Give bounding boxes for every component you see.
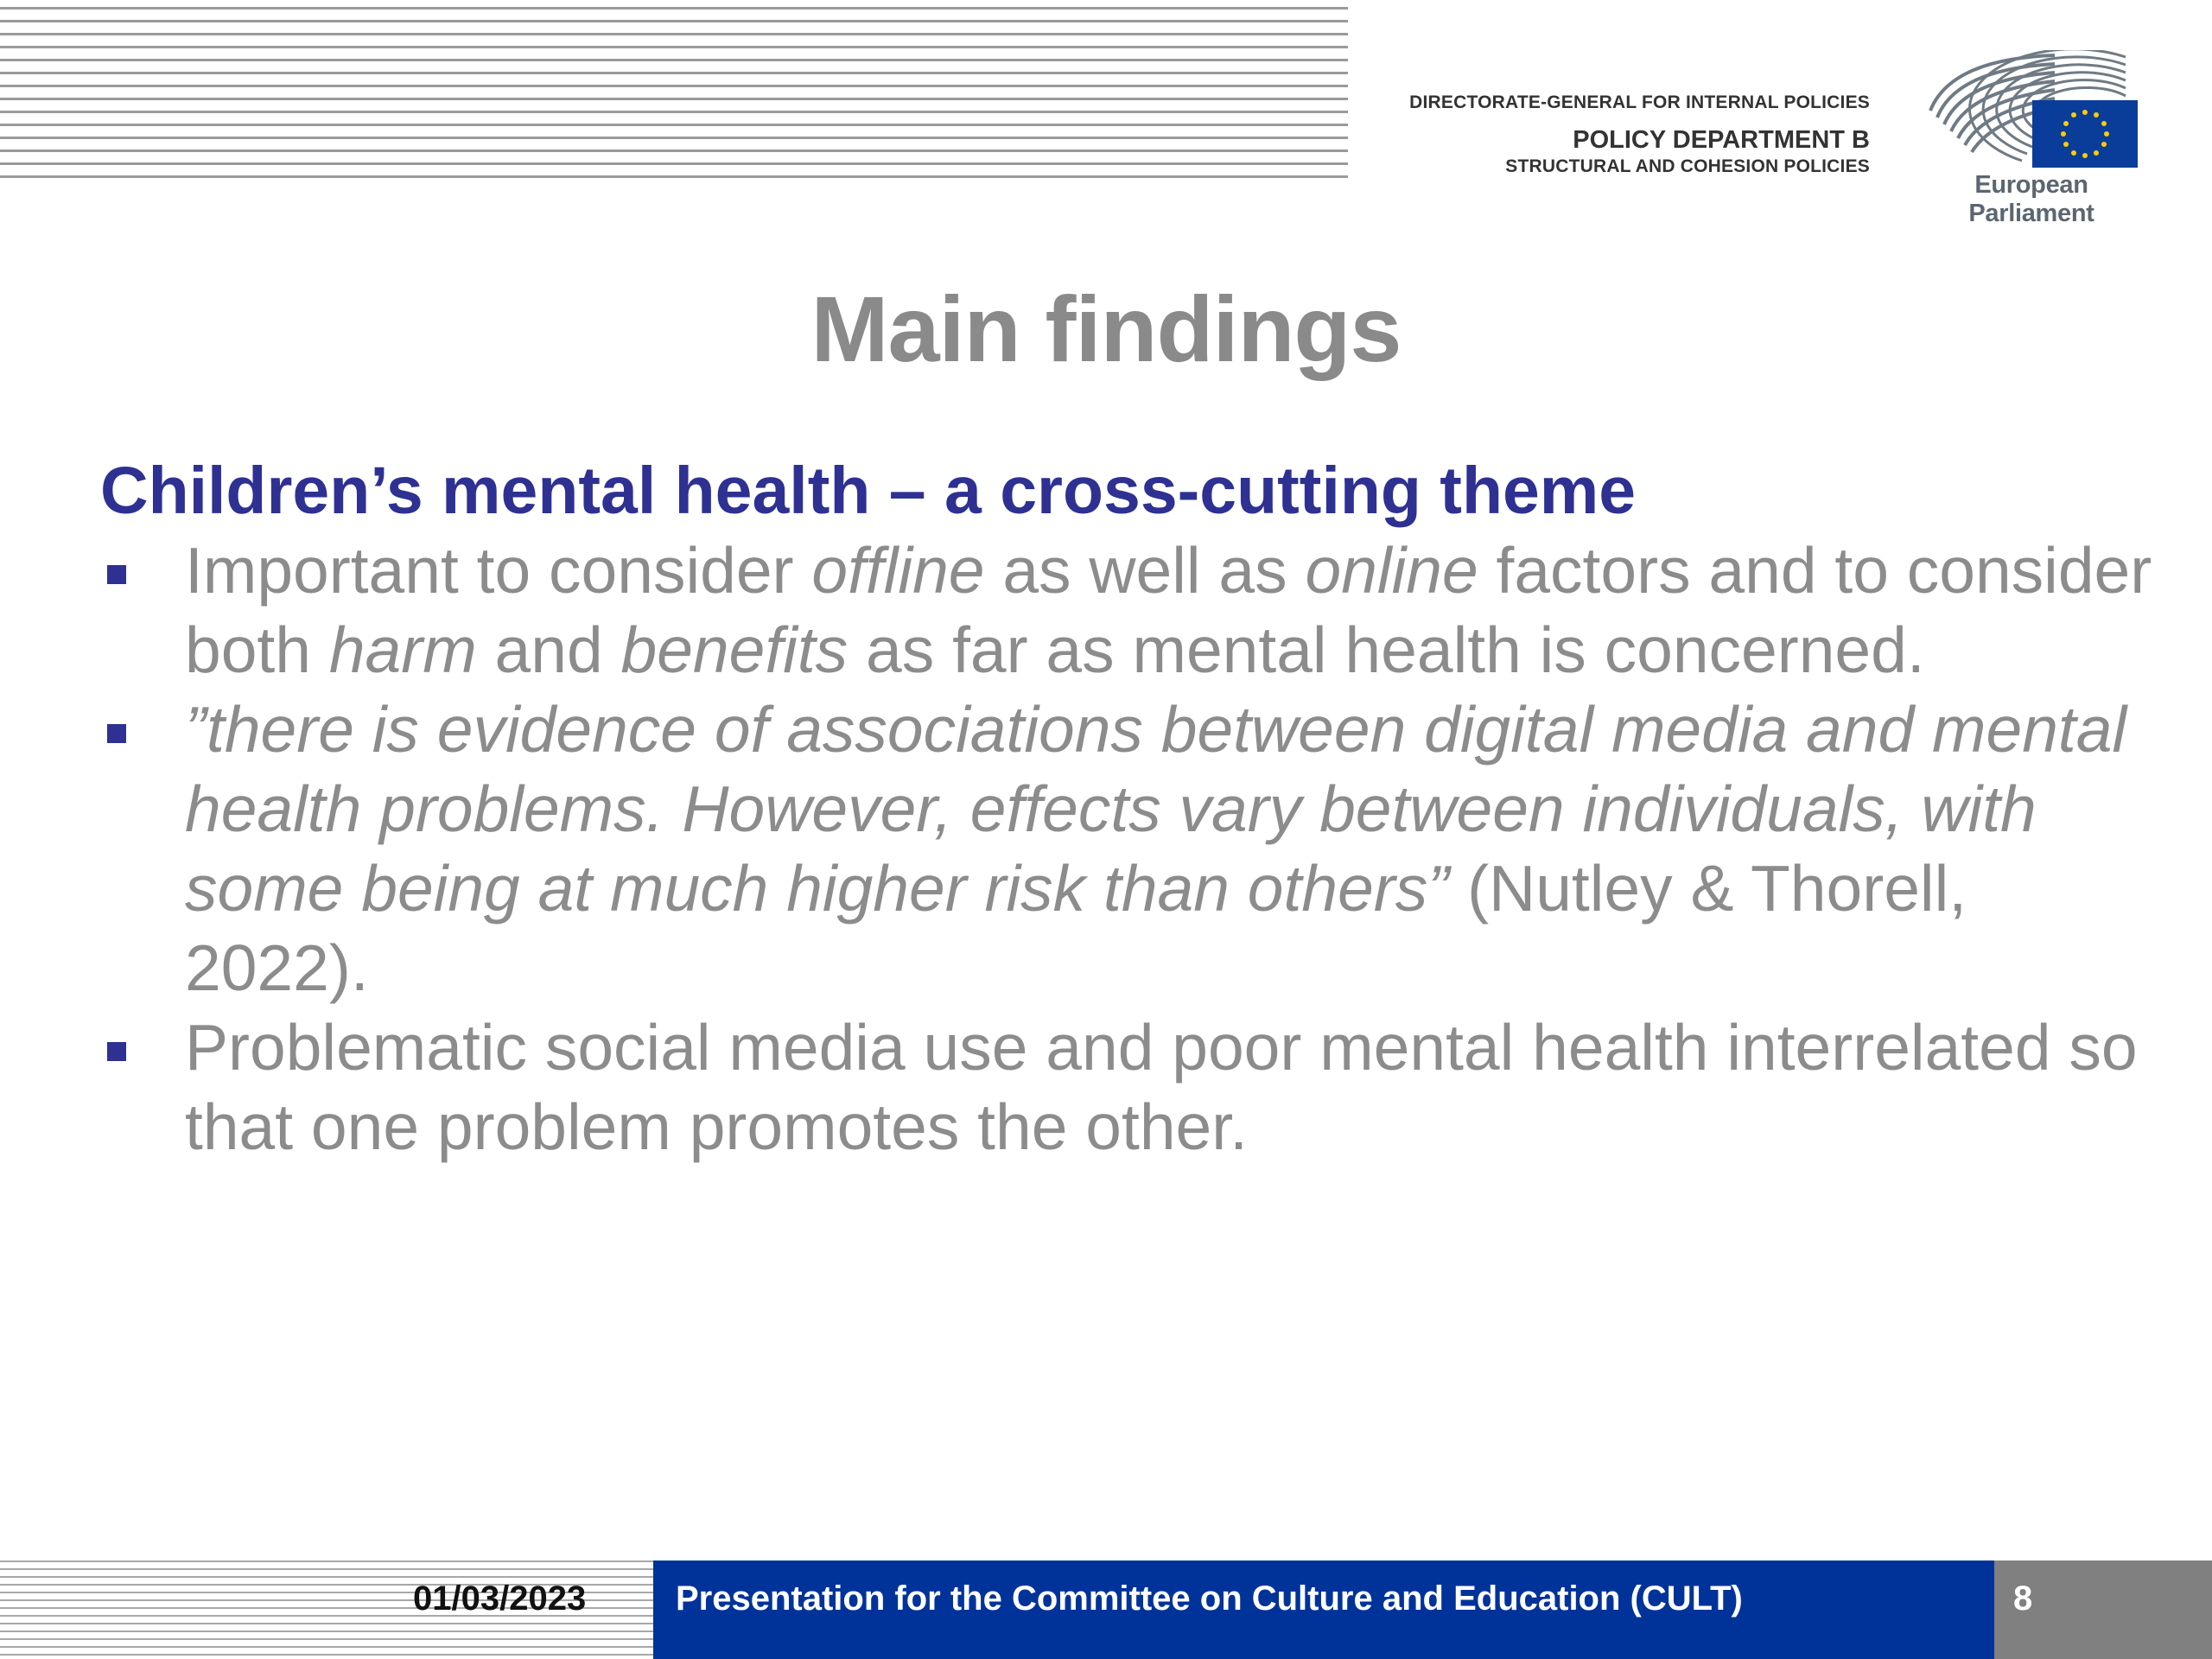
- finding-emphasis: offline: [811, 534, 985, 607]
- finding-item: [100, 1007, 2157, 1166]
- top-stripe-band: [0, 7, 1348, 184]
- department-header: [1213, 90, 1870, 178]
- institution-name: European Parliament: [1968, 171, 2094, 227]
- directorate-general-label: DIRECTORATE-GENERAL FOR INTERNAL POLICIES: [1409, 92, 1870, 112]
- finding-emphasis: benefits: [620, 613, 849, 686]
- square-bullet-icon: [107, 724, 126, 743]
- square-bullet-icon: [107, 1042, 126, 1061]
- finding-text: Important to consider: [185, 534, 812, 607]
- section-subheading: Children’s mental health – a cross-cutting theme: [100, 454, 1637, 528]
- policy-area-label: STRUCTURAL AND COHESION POLICIES: [1505, 156, 1870, 176]
- finding-text: Problematic social media use and poor mental health interrelated so that one problem promotes the other.: [185, 1011, 2138, 1163]
- slide-footer: [0, 1560, 2212, 1659]
- presentation-caption: Presentation for the Committee on Culture and Education (CULT): [676, 1580, 1743, 1618]
- page-number: 8: [2013, 1580, 2033, 1618]
- findings-list: [100, 531, 2157, 1166]
- square-bullet-icon: [107, 565, 126, 584]
- finding-emphasis: harm: [328, 613, 477, 686]
- finding-text: as far as mental health is concerned.: [848, 613, 1925, 686]
- slide-title: Main findings: [810, 276, 1402, 381]
- presentation-date: 01/03/2023: [413, 1580, 587, 1618]
- finding-quote: ”there is evidence of associations between digital media and mental health problems. However, effects vary between individuals, with some being at much higher risk than others”: [185, 693, 2127, 925]
- finding-item: [100, 531, 2157, 690]
- finding-emphasis: online: [1305, 534, 1478, 607]
- finding-citation: (Nutley & Thorell, 2022).: [185, 852, 1967, 1004]
- finding-item: [100, 690, 2157, 1007]
- finding-text: as well as: [984, 534, 1306, 607]
- finding-text: and: [476, 613, 621, 686]
- policy-department-label: POLICY DEPARTMENT B: [1573, 126, 1870, 154]
- finding-text: factors and to consider both: [185, 534, 2152, 686]
- slide-content: [100, 451, 2157, 1166]
